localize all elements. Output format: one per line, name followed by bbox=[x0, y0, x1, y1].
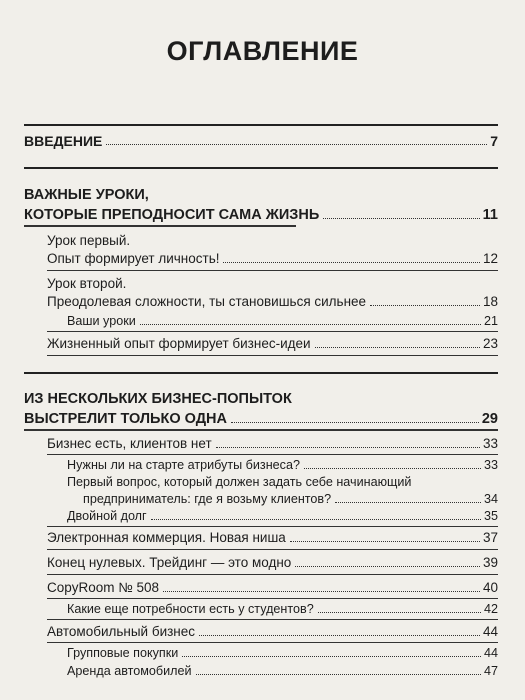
dot-leader bbox=[106, 144, 487, 145]
page-number: 33 bbox=[482, 436, 498, 451]
lesson-title-line1: Урок первый. bbox=[47, 233, 131, 248]
page-number: 44 bbox=[482, 624, 498, 639]
toc-entry-attributes[interactable]: Нужны ли на старте атрибуты бизнеса? 33 bbox=[67, 458, 498, 472]
subsection-underline bbox=[47, 642, 498, 643]
subsection-underline bbox=[47, 270, 498, 271]
toc-entry-first-question[interactable]: предприниматель: где я возьму клиентов? 34 bbox=[83, 492, 498, 506]
dot-leader bbox=[323, 218, 479, 219]
toc-entry-lesson-1[interactable]: Опыт формирует личность! 12 bbox=[47, 251, 498, 266]
subsection-underline bbox=[47, 619, 498, 620]
page-number: 39 bbox=[482, 555, 498, 570]
section-underline bbox=[24, 225, 296, 227]
page-number: 44 bbox=[483, 646, 498, 660]
toc-entry-your-lessons[interactable]: Ваши уроки 21 bbox=[67, 314, 498, 328]
page-number: 33 bbox=[483, 458, 498, 472]
page-number: 37 bbox=[482, 530, 498, 545]
toc-entry-double-debt[interactable]: Двойной долг 35 bbox=[67, 509, 498, 523]
page-number: 34 bbox=[483, 492, 498, 506]
toc-entry-section-1[interactable]: КОТОРЫЕ ПРЕПОДНОСИТ САМА ЖИЗНЬ 11 bbox=[24, 207, 498, 223]
subsection-underline bbox=[47, 355, 498, 356]
toc-entry-auto-business[interactable]: Автомобильный бизнес 44 bbox=[47, 624, 498, 639]
page-number: 29 bbox=[481, 411, 498, 427]
page-number: 21 bbox=[483, 314, 498, 328]
dot-leader bbox=[318, 612, 481, 613]
toc-entry-group-purchases[interactable]: Групповые покупки 44 bbox=[67, 646, 498, 660]
top-divider bbox=[24, 124, 498, 126]
section-title-line1: ИЗ НЕСКОЛЬКИХ БИЗНЕС-ПОПЫТОК bbox=[24, 391, 292, 407]
subsection-underline bbox=[47, 574, 498, 575]
section-divider bbox=[24, 167, 498, 169]
page-number: 40 bbox=[482, 580, 498, 595]
toc-entry-no-clients[interactable]: Бизнес есть, клиентов нет 33 bbox=[47, 436, 498, 451]
dot-leader bbox=[370, 305, 480, 306]
dot-leader bbox=[151, 519, 481, 520]
subentry-line1: Первый вопрос, который должен задать себе начинающий bbox=[67, 475, 412, 489]
toc-entry-life-experience[interactable]: Жизненный опыт формирует бизнес-идеи 23 bbox=[47, 336, 498, 351]
subsection-underline bbox=[47, 549, 498, 550]
page-number: 35 bbox=[483, 509, 498, 523]
dot-leader bbox=[223, 262, 479, 263]
dot-leader bbox=[315, 347, 480, 348]
toc-entry-trading[interactable]: Конец нулевых. Трейдинг — это модно 39 bbox=[47, 555, 498, 570]
dot-leader bbox=[199, 635, 480, 636]
section-title-line1: ВАЖНЫЕ УРОКИ, bbox=[24, 187, 149, 203]
dot-leader bbox=[231, 422, 479, 423]
page-title: ОГЛАВЛЕНИЕ bbox=[166, 36, 359, 66]
page-number: 12 bbox=[482, 251, 498, 266]
page-number: 23 bbox=[482, 336, 498, 351]
toc-entry-lesson-2[interactable]: Преодолевая сложности, ты становишься сильнее 18 bbox=[47, 294, 498, 309]
toc-entry-introduction[interactable]: ВВЕДЕНИЕ 7 bbox=[24, 133, 498, 149]
dot-leader bbox=[216, 447, 480, 448]
page-number: 7 bbox=[490, 133, 498, 149]
toc-entry-ecommerce[interactable]: Электронная коммерция. Новая ниша 37 bbox=[47, 530, 498, 545]
subsection-underline bbox=[47, 454, 498, 455]
page-number: 18 bbox=[482, 294, 498, 309]
dot-leader bbox=[295, 566, 480, 567]
dot-leader bbox=[304, 468, 481, 469]
page-number: 11 bbox=[482, 207, 498, 223]
subsection-underline bbox=[47, 598, 498, 599]
dot-leader bbox=[182, 656, 481, 657]
dot-leader bbox=[335, 502, 481, 503]
page-number: 47 bbox=[483, 664, 498, 678]
toc-entry-student-needs[interactable]: Какие еще потребности есть у студентов? 42 bbox=[67, 602, 498, 616]
dot-leader bbox=[290, 541, 480, 542]
lesson-title-line1: Урок второй. bbox=[47, 276, 127, 291]
toc-entry-copyroom[interactable]: CopyRoom № 508 40 bbox=[47, 580, 498, 595]
dot-leader bbox=[140, 324, 481, 325]
toc-entry-car-rental[interactable]: Аренда автомобилей 47 bbox=[67, 664, 498, 678]
section-divider bbox=[24, 372, 498, 374]
toc-entry-section-2[interactable]: ВЫСТРЕЛИТ ТОЛЬКО ОДНА 29 bbox=[24, 411, 498, 427]
page-number: 42 bbox=[483, 602, 498, 616]
dot-leader bbox=[163, 591, 480, 592]
subsection-underline bbox=[47, 526, 498, 527]
subsection-underline bbox=[47, 331, 498, 332]
section-underline bbox=[24, 429, 498, 431]
dot-leader bbox=[196, 674, 481, 675]
